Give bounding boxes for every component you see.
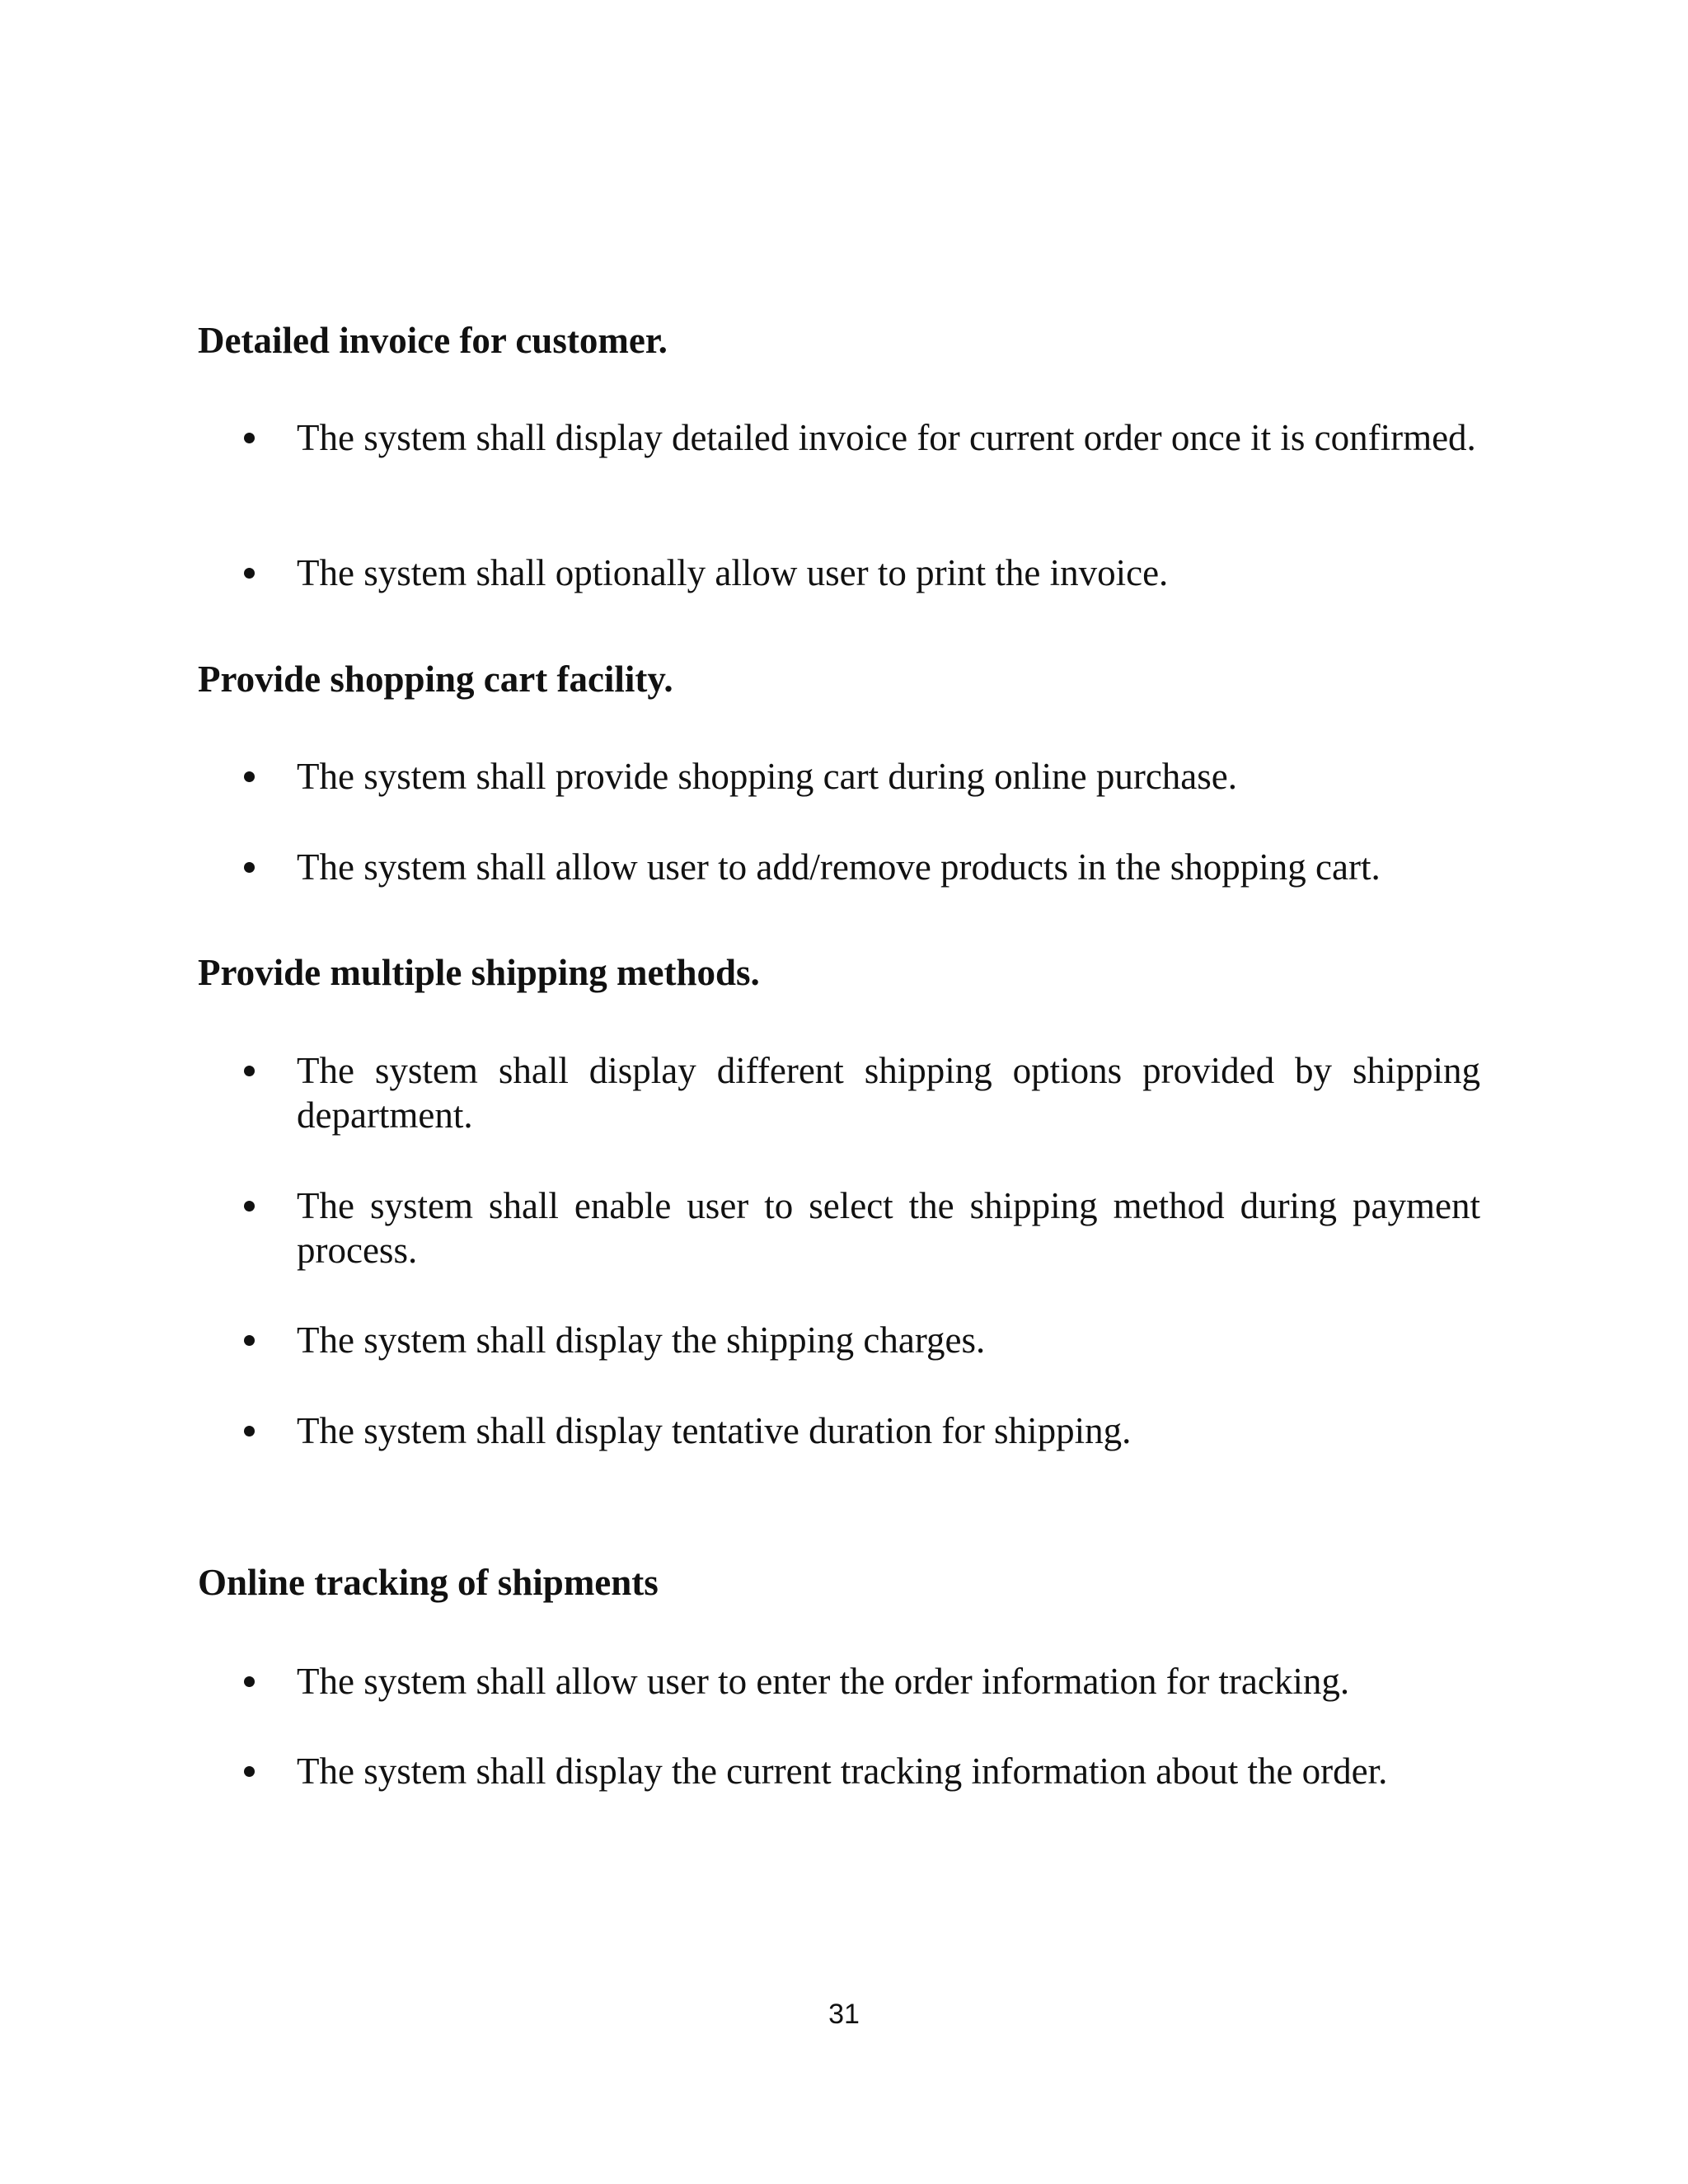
list-item-text: The system shall provide shopping cart during online purchase. — [297, 756, 1237, 797]
list-item-text: The system shall enable user to select the shipping method during payment process. — [297, 1185, 1480, 1271]
list-item-text: The system shall display the current tracking information about the order. — [297, 1750, 1388, 1792]
section-heading-invoice: Detailed invoice for customer. — [198, 320, 668, 361]
list-item-text: The system shall display different shipping options provided by shipping department. — [297, 1050, 1480, 1136]
list-item-text: The system shall display detailed invoice for current order once it is confirmed. — [297, 417, 1476, 458]
bullet-icon — [244, 433, 255, 443]
bullet-icon — [244, 568, 255, 579]
bullet-icon — [244, 1335, 255, 1346]
bullet-icon — [244, 1066, 255, 1076]
list-item-text: The system shall allow user to add/remove products in the shopping cart. — [297, 846, 1381, 888]
page-number: 31 — [828, 1999, 860, 2030]
section-heading-shipping-methods: Provide multiple shipping methods. — [198, 952, 760, 993]
section-heading-tracking: Online tracking of shipments — [198, 1562, 659, 1603]
bullet-icon — [244, 1426, 255, 1436]
bullet-icon — [244, 771, 255, 782]
list-item-text: The system shall allow user to enter the order information for tracking. — [297, 1661, 1350, 1702]
list-item-text: The system shall optionally allow user to print the invoice. — [297, 552, 1169, 593]
list-item-text: The system shall display tentative duration for shipping. — [297, 1410, 1132, 1451]
section-heading-shopping-cart: Provide shopping cart facility. — [198, 658, 673, 700]
bullet-icon — [244, 862, 255, 873]
bullet-icon — [244, 1676, 255, 1687]
bullet-icon — [244, 1201, 255, 1212]
bullet-icon — [244, 1766, 255, 1777]
list-item-text: The system shall display the shipping charges. — [297, 1319, 986, 1361]
